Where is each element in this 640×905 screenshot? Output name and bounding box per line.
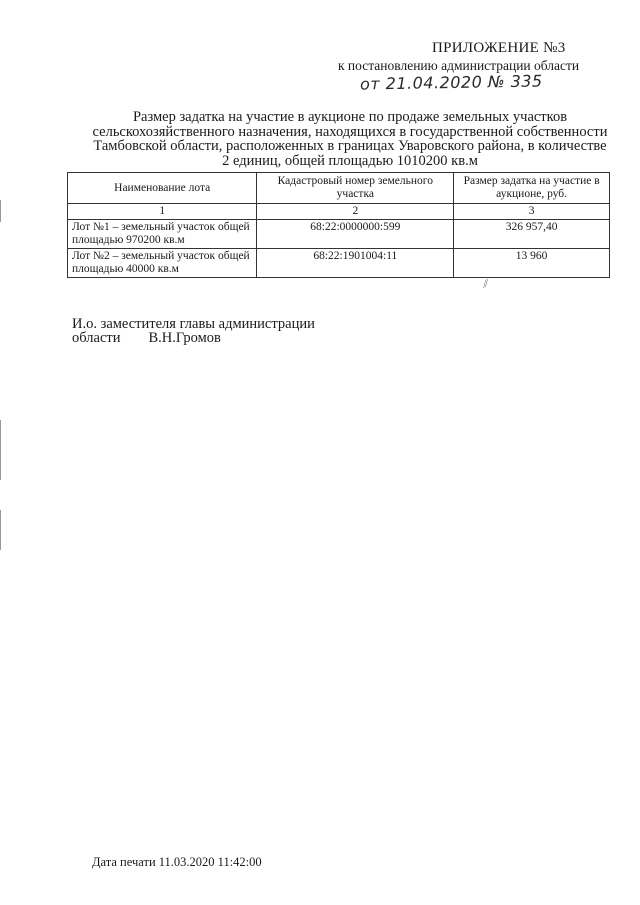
table-row bbox=[68, 220, 610, 249]
header-cadastral-number: Кадастровый номер земельного участка bbox=[257, 173, 454, 204]
cadastral-number: 68:22:0000000:599 bbox=[257, 220, 454, 249]
appendix-title: ПРИЛОЖЕНИЕ №3 bbox=[432, 40, 566, 56]
column-number: 2 bbox=[257, 204, 454, 220]
scan-edge-mark bbox=[0, 510, 1, 550]
deposit-amount: 13 960 bbox=[454, 249, 610, 278]
document-title: Размер задатка на участие в аукционе по продаже земельных участков сельскохозяйственного назначения, находящихся в государственной собственности Тамбовской области, расположенных в границах Уваровского района, в количестве 2 единиц, общей площадью 1010200 кв.м bbox=[92, 109, 608, 169]
header-deposit: Размер задатка на участие в аукционе, руб. bbox=[454, 173, 610, 204]
signatory-position-cont: области bbox=[72, 330, 121, 346]
header-lot-name: Наименование лота bbox=[68, 173, 257, 204]
print-date: Дата печати 11.03.2020 11:42:00 bbox=[92, 855, 262, 869]
signature-block bbox=[72, 317, 315, 345]
scan-edge-mark bbox=[0, 420, 1, 480]
column-number: 1 bbox=[68, 204, 257, 220]
column-number-row bbox=[68, 204, 610, 220]
column-number: 3 bbox=[454, 204, 610, 220]
lot-name: Лот №1 – земельный участок общей площадью 970200 кв.м bbox=[68, 220, 257, 249]
table-row bbox=[68, 249, 610, 278]
cadastral-number: 68:22:1901004:11 bbox=[257, 249, 454, 278]
lot-name: Лот №2 – земельный участок общей площадью 40000 кв.м bbox=[68, 249, 257, 278]
appendix-reference: к постановлению администрации области bbox=[338, 58, 580, 73]
signatory-name: В.Н.Громов bbox=[148, 330, 221, 346]
scan-mark-icon: ⁄⁄ bbox=[482, 277, 490, 291]
scan-edge-mark bbox=[0, 200, 1, 222]
signatory-position: И.о. заместителя главы администрации bbox=[72, 316, 315, 332]
table-header-row bbox=[68, 173, 610, 204]
handwritten-date-number: от 21.04.2020 № 335 bbox=[359, 71, 543, 94]
lots-table bbox=[67, 172, 610, 278]
deposit-amount: 326 957,40 bbox=[454, 220, 610, 249]
